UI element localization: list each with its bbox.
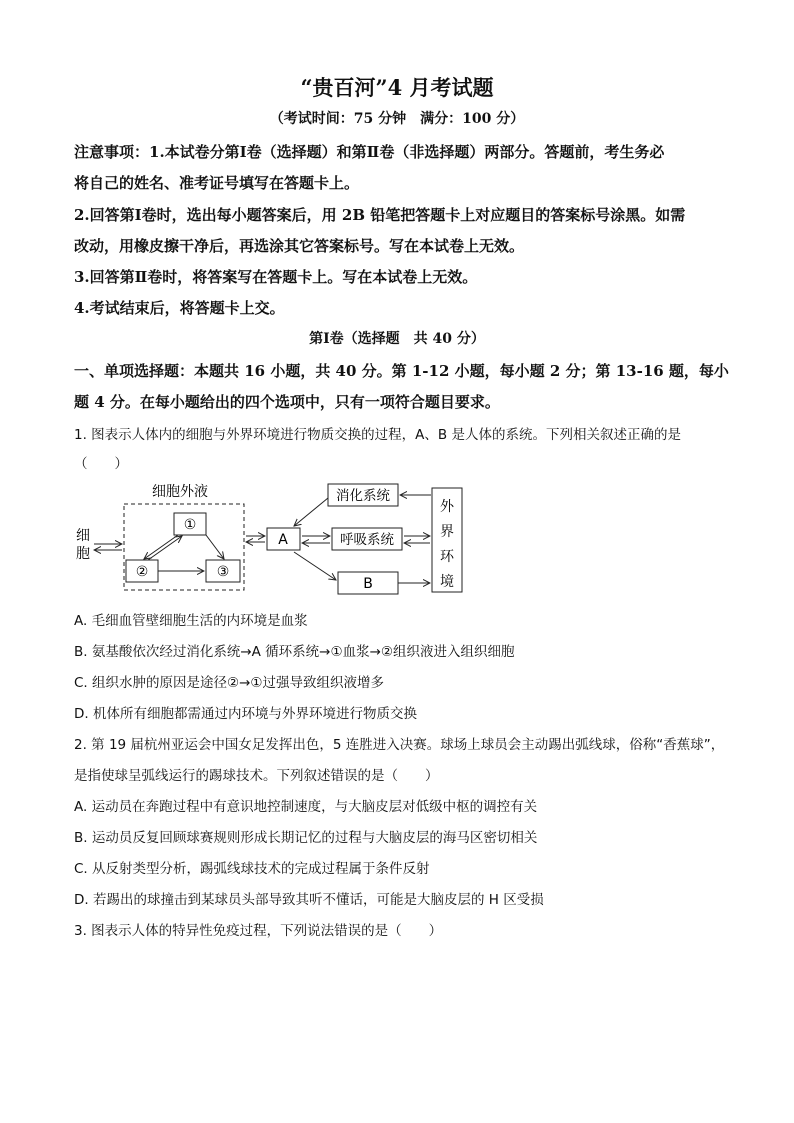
node-b-label: B — [363, 576, 373, 592]
notes-line: 4.考试结束后，将答题卡上交。 — [74, 299, 285, 317]
q1-option-c: C. 组织水肿的原因是途径②→①过强导致组织液增多 — [74, 675, 385, 691]
q1-stem: （ ） — [74, 456, 128, 472]
notes-line: 改动，用橡皮擦干净后，再选涂其它答案标号。写在本试卷上无效。 — [74, 237, 525, 255]
q2-option-b: B. 运动员反复回顾球赛规则形成长期记忆的过程与大脑皮层的海马区密切相关 — [74, 830, 538, 846]
external-label: 境 — [440, 574, 454, 590]
exchange-diagram — [70, 478, 470, 602]
notes-line: 注意事项：1.本试卷分第Ⅰ卷（选择题）和第Ⅱ卷（非选择题）两部分。答题前，考生务必 — [74, 143, 665, 161]
q2-stem: 是指使球呈弧线运行的踢球技术。下列叙述错误的是（ ） — [74, 768, 439, 784]
q2-option-c: C. 从反射类型分析，踢弧线球技术的完成过程属于条件反射 — [74, 861, 430, 877]
q1-option-b: B. 氨基酸依次经过消化系统→A 循环系统→①血浆→②组织液进入组织细胞 — [74, 644, 515, 660]
exam-subtitle: （考试时间：75 分钟 满分：100 分） — [269, 111, 525, 127]
exam-title: “贵百河”4 月考试题 — [300, 75, 494, 100]
q3-stem: 3. 图表示人体的特异性免疫过程，下列说法错误的是（ ） — [74, 923, 443, 939]
node-1-label: ① — [183, 517, 197, 533]
node-a-label: A — [278, 532, 288, 548]
q1-option-a: A. 毛细血管壁细胞生活的内环境是血浆 — [74, 613, 308, 629]
node-3-label: ③ — [216, 564, 230, 580]
q2-stem: 2. 第 19 届杭州亚运会中国女足发挥出色，5 连胜进入决赛。球场上球员会主动踢出弧线球，俗称“香蕉球”， — [74, 737, 725, 753]
node-2-label: ② — [135, 564, 149, 580]
external-label: 外 — [440, 499, 454, 515]
notes-line: 将自己的姓名、准考证号填写在答题卡上。 — [74, 174, 360, 192]
notes-line: 3.回答第Ⅱ卷时，将答案写在答题卡上。写在本试卷上无效。 — [74, 268, 478, 286]
q1-option-d: D. 机体所有细胞都需通过内环境与外界环境进行物质交换 — [74, 706, 417, 722]
external-label: 界 — [440, 524, 454, 540]
cell-label: 胞 — [76, 546, 90, 562]
respiratory-label: 呼吸系统 — [340, 532, 394, 548]
section-instructions: 题 4 分。在每小题给出的四个选项中，只有一项符合题目要求。 — [74, 393, 500, 411]
q2-option-a: A. 运动员在奔跑过程中有意识地控制速度，与大脑皮层对低级中枢的调控有关 — [74, 799, 538, 815]
q1-stem: 1. 图表示人体内的细胞与外界环境进行物质交换的过程，A、B 是人体的系统。下列相关叙述正确的是 — [74, 427, 681, 443]
digestive-label: 消化系统 — [336, 488, 390, 504]
extracellular-label: 细胞外液 — [152, 484, 208, 500]
q2-option-d: D. 若踢出的球撞击到某球员头部导致其听不懂话，可能是大脑皮层的 H 区受损 — [74, 892, 544, 908]
external-label: 环 — [440, 549, 454, 565]
section-title: 第Ⅰ卷（选择题 共 40 分） — [309, 331, 485, 347]
notes-line: 2.回答第Ⅰ卷时，选出每小题答案后，用 2B 铅笔把答题卡上对应题目的答案标号涂黑。如需 — [74, 206, 686, 224]
cell-label: 细 — [76, 528, 90, 544]
section-instructions: 一、单项选择题：本题共 16 小题，共 40 分。第 1-12 小题，每小题 2 分；第 13-16 题，每小 — [74, 362, 729, 380]
